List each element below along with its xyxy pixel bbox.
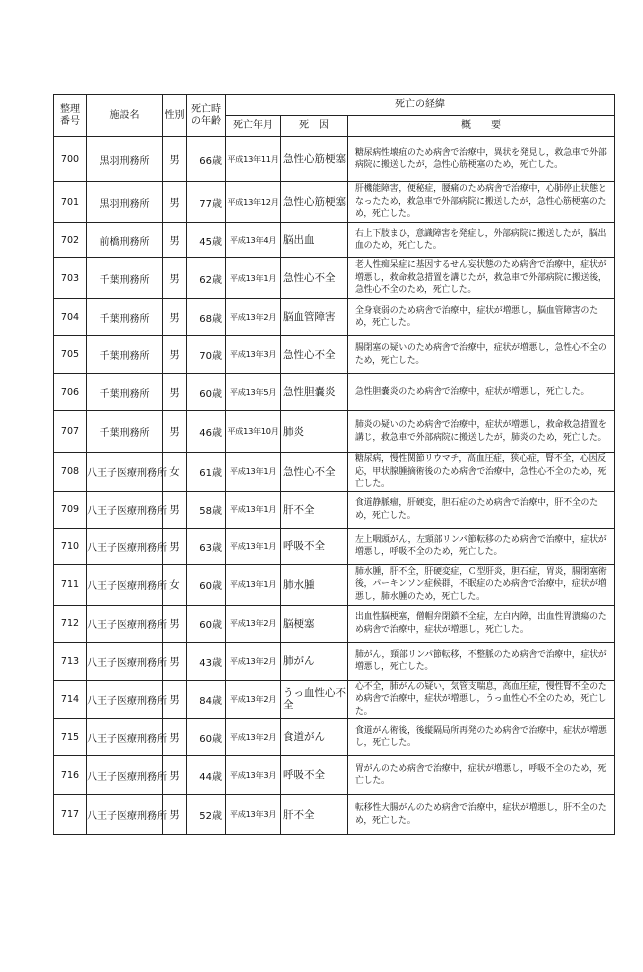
table-row <box>54 528 615 564</box>
sex-value: 男 <box>163 411 187 453</box>
cause-of-death: 急性心不全 <box>281 258 348 299</box>
cause-of-death: 肺がん <box>281 642 348 680</box>
age-value: 60歳 <box>187 605 226 642</box>
sex-value: 男 <box>163 137 187 182</box>
header-age: 死亡時 の年齢 <box>187 95 226 137</box>
facility-name: 千葉刑務所 <box>87 411 163 453</box>
death-date: 平成13年2月 <box>226 299 281 336</box>
cause-of-death: 食道がん <box>281 719 348 756</box>
table-row <box>54 299 615 336</box>
facility-name: 八王子医療刑務所 <box>87 756 163 795</box>
course-summary: 老人性痴呆症に基因するせん妄状態のため病舎で治療中，症状が増悪し，救命救急措置を講じたが，救急車で外部病院に搬送後，急性心不全のため，死亡した。 <box>348 258 615 299</box>
facility-name: 八王子医療刑務所 <box>87 491 163 528</box>
sex-value: 男 <box>163 182 187 223</box>
death-date: 平成13年3月 <box>226 336 281 374</box>
table-row <box>54 680 615 719</box>
table-row <box>54 182 615 223</box>
cause-of-death: 肝不全 <box>281 795 348 835</box>
sex-value: 男 <box>163 642 187 680</box>
course-summary: 出血性脳梗塞，僧帽弁閉鎖不全症，左白内障，出血性胃潰瘍のため病舎で治療中，症状が増悪し，死亡した。 <box>348 605 615 642</box>
cause-of-death: 脳梗塞 <box>281 605 348 642</box>
death-date: 平成13年2月 <box>226 605 281 642</box>
sex-value: 男 <box>163 299 187 336</box>
sex-value: 女 <box>163 453 187 492</box>
death-date: 平成13年12月 <box>226 182 281 223</box>
sex-value: 男 <box>163 374 187 411</box>
cause-of-death: 肺水腫 <box>281 564 348 605</box>
sex-value: 女 <box>163 564 187 605</box>
cause-of-death: 急性心筋梗塞 <box>281 182 348 223</box>
row-number: 702 <box>54 223 87 258</box>
facility-name: 八王子医療刑務所 <box>87 795 163 835</box>
cause-of-death: うっ血性心不全 <box>281 680 348 719</box>
header-no: 整理 番号 <box>54 95 87 137</box>
row-number: 701 <box>54 182 87 223</box>
age-value: 63歳 <box>187 528 226 564</box>
facility-name: 八王子医療刑務所 <box>87 528 163 564</box>
row-number: 710 <box>54 528 87 564</box>
row-number: 704 <box>54 299 87 336</box>
facility-name: 八王子医療刑務所 <box>87 680 163 719</box>
row-number: 705 <box>54 336 87 374</box>
death-date: 平成13年10月 <box>226 411 281 453</box>
death-date: 平成13年5月 <box>226 374 281 411</box>
age-value: 60歳 <box>187 719 226 756</box>
death-date: 平成13年2月 <box>226 719 281 756</box>
cause-of-death: 急性心筋梗塞 <box>281 137 348 182</box>
death-date: 平成13年1月 <box>226 453 281 492</box>
sex-value: 男 <box>163 680 187 719</box>
row-number: 714 <box>54 680 87 719</box>
death-date: 平成13年1月 <box>226 258 281 299</box>
course-summary: 左上咽頭がん，左頸部リンパ節転移のため病舎で治療中，症状が増悪し，呼吸不全のため，死亡した。 <box>348 528 615 564</box>
table-body <box>54 137 615 835</box>
sex-value: 男 <box>163 223 187 258</box>
course-summary: 急性胆嚢炎のため病舎で治療中，症状が増悪し，死亡した。 <box>348 374 615 411</box>
table-row <box>54 223 615 258</box>
death-date: 平成13年1月 <box>226 528 281 564</box>
table-row <box>54 642 615 680</box>
table-row <box>54 756 615 795</box>
course-summary: 肺がん，頸部リンパ節転移，不整脈のため病舎で治療中，症状が増悪し，死亡した。 <box>348 642 615 680</box>
facility-name: 千葉刑務所 <box>87 336 163 374</box>
death-date: 平成13年2月 <box>226 680 281 719</box>
cause-of-death: 呼吸不全 <box>281 528 348 564</box>
table-row <box>54 453 615 492</box>
facility-name: 八王子医療刑務所 <box>87 564 163 605</box>
death-date: 平成13年4月 <box>226 223 281 258</box>
course-summary: 右上下肢まひ，意識障害を発症し，外部病院に搬送したが，脳出血のため，死亡した。 <box>348 223 615 258</box>
age-value: 44歳 <box>187 756 226 795</box>
cause-of-death: 肝不全 <box>281 491 348 528</box>
row-number: 706 <box>54 374 87 411</box>
row-number: 703 <box>54 258 87 299</box>
death-date: 平成13年11月 <box>226 137 281 182</box>
sex-value: 男 <box>163 719 187 756</box>
facility-name: 千葉刑務所 <box>87 374 163 411</box>
row-number: 700 <box>54 137 87 182</box>
row-number: 708 <box>54 453 87 492</box>
table-row <box>54 374 615 411</box>
sex-value: 男 <box>163 491 187 528</box>
facility-name: 千葉刑務所 <box>87 258 163 299</box>
facility-name: 八王子医療刑務所 <box>87 719 163 756</box>
row-number: 717 <box>54 795 87 835</box>
table-row <box>54 336 615 374</box>
age-value: 84歳 <box>187 680 226 719</box>
row-number: 712 <box>54 605 87 642</box>
table-row <box>54 605 615 642</box>
row-number: 707 <box>54 411 87 453</box>
course-summary: 肝機能障害，便秘症，腰痛のため病舎で治療中，心肺停止状態となったため，救急車で外部病院に搬送したが，急性心筋梗塞のため，死亡した。 <box>348 182 615 223</box>
course-summary: 糖尿病，慢性関節リウマチ，高血圧症，狭心症，腎不全，心因反応，甲状腺腫摘術後のため病舎で治療中，急性心不全のため，死亡した。 <box>348 453 615 492</box>
sex-value: 男 <box>163 795 187 835</box>
facility-name: 八王子医療刑務所 <box>87 453 163 492</box>
death-date: 平成13年2月 <box>226 642 281 680</box>
age-value: 52歳 <box>187 795 226 835</box>
table-row <box>54 795 615 835</box>
table-row <box>54 411 615 453</box>
facility-name: 黒羽刑務所 <box>87 182 163 223</box>
course-summary: 胃がんのため病舎で治療中，症状が増悪し，呼吸不全のため，死亡した。 <box>348 756 615 795</box>
course-summary: 全身衰弱のため病舎で治療中，症状が増悪し，脳血管障害のため，死亡した。 <box>348 299 615 336</box>
sex-value: 男 <box>163 605 187 642</box>
cause-of-death: 急性胆嚢炎 <box>281 374 348 411</box>
row-number: 711 <box>54 564 87 605</box>
death-date: 平成13年1月 <box>226 564 281 605</box>
cause-of-death: 急性心不全 <box>281 336 348 374</box>
course-summary: 食道静脈瘤，肝硬変，胆石症のため病舎で治療中，肝不全のため，死亡した。 <box>348 491 615 528</box>
death-date: 平成13年3月 <box>226 795 281 835</box>
sex-value: 男 <box>163 528 187 564</box>
table-row <box>54 258 615 299</box>
facility-name: 前橋刑務所 <box>87 223 163 258</box>
age-value: 43歳 <box>187 642 226 680</box>
age-value: 62歳 <box>187 258 226 299</box>
table-row <box>54 137 615 182</box>
table-header <box>54 95 615 137</box>
cause-of-death: 脳出血 <box>281 223 348 258</box>
course-summary: 肺炎の疑いのため病舎で治療中，症状が増悪し，救命救急措置を講じ，救急車で外部病院に搬送したが，肺炎のため，死亡した。 <box>348 411 615 453</box>
sex-value: 男 <box>163 258 187 299</box>
course-summary: 肺水腫，肝不全，肝硬変症，Ｃ型肝炎，胆石症，胃炎，腸閉塞術後，パーキンソン症候群，不眠症のため病舎で治療中，症状が増悪し，肺水腫のため，死亡した。 <box>348 564 615 605</box>
header-cause: 死 因 <box>281 116 348 137</box>
facility-name: 八王子医療刑務所 <box>87 642 163 680</box>
age-value: 46歳 <box>187 411 226 453</box>
table-row <box>54 491 615 528</box>
age-value: 61歳 <box>187 453 226 492</box>
cause-of-death: 脳血管障害 <box>281 299 348 336</box>
age-value: 68歳 <box>187 299 226 336</box>
cause-of-death: 肺炎 <box>281 411 348 453</box>
facility-name: 八王子医療刑務所 <box>87 605 163 642</box>
cause-of-death: 急性心不全 <box>281 453 348 492</box>
row-number: 713 <box>54 642 87 680</box>
death-date: 平成13年1月 <box>226 491 281 528</box>
row-number: 716 <box>54 756 87 795</box>
course-summary: 糖尿病性壊疽のため病舎で治療中，異状を発見し，救急車で外部病院に搬送したが，急性心筋梗塞のため，死亡した。 <box>348 137 615 182</box>
age-value: 60歳 <box>187 374 226 411</box>
course-summary: 転移性大腸がんのため病舎で治療中，症状が増悪し，肝不全のため，死亡した。 <box>348 795 615 835</box>
age-value: 66歳 <box>187 137 226 182</box>
course-summary: 腸閉塞の疑いのため病舎で治療中，症状が増悪し，急性心不全のため，死亡した。 <box>348 336 615 374</box>
age-value: 45歳 <box>187 223 226 258</box>
table-row <box>54 564 615 605</box>
age-value: 58歳 <box>187 491 226 528</box>
table-row <box>54 719 615 756</box>
age-value: 70歳 <box>187 336 226 374</box>
death-records-table <box>53 94 615 835</box>
row-number: 715 <box>54 719 87 756</box>
death-date: 平成13年3月 <box>226 756 281 795</box>
row-number: 709 <box>54 491 87 528</box>
cause-of-death: 呼吸不全 <box>281 756 348 795</box>
header-facility: 施設名 <box>87 95 163 137</box>
facility-name: 千葉刑務所 <box>87 299 163 336</box>
course-summary: 心不全，肺がんの疑い，気管支喘息，高血圧症，慢性腎不全のため病舎で治療中，症状が増悪し，うっ血性心不全のため，死亡した。 <box>348 680 615 719</box>
header-summary: 概 要 <box>348 116 615 137</box>
age-value: 60歳 <box>187 564 226 605</box>
course-summary: 食道がん術後，後縦隔局所再発のため病舎で治療中，症状が増悪し，死亡した。 <box>348 719 615 756</box>
header-sex: 性別 <box>163 95 187 137</box>
age-value: 77歳 <box>187 182 226 223</box>
sex-value: 男 <box>163 756 187 795</box>
facility-name: 黒羽刑務所 <box>87 137 163 182</box>
header-course: 死亡の経緯 <box>226 95 615 116</box>
header-date: 死亡年月 <box>226 116 281 137</box>
sex-value: 男 <box>163 336 187 374</box>
